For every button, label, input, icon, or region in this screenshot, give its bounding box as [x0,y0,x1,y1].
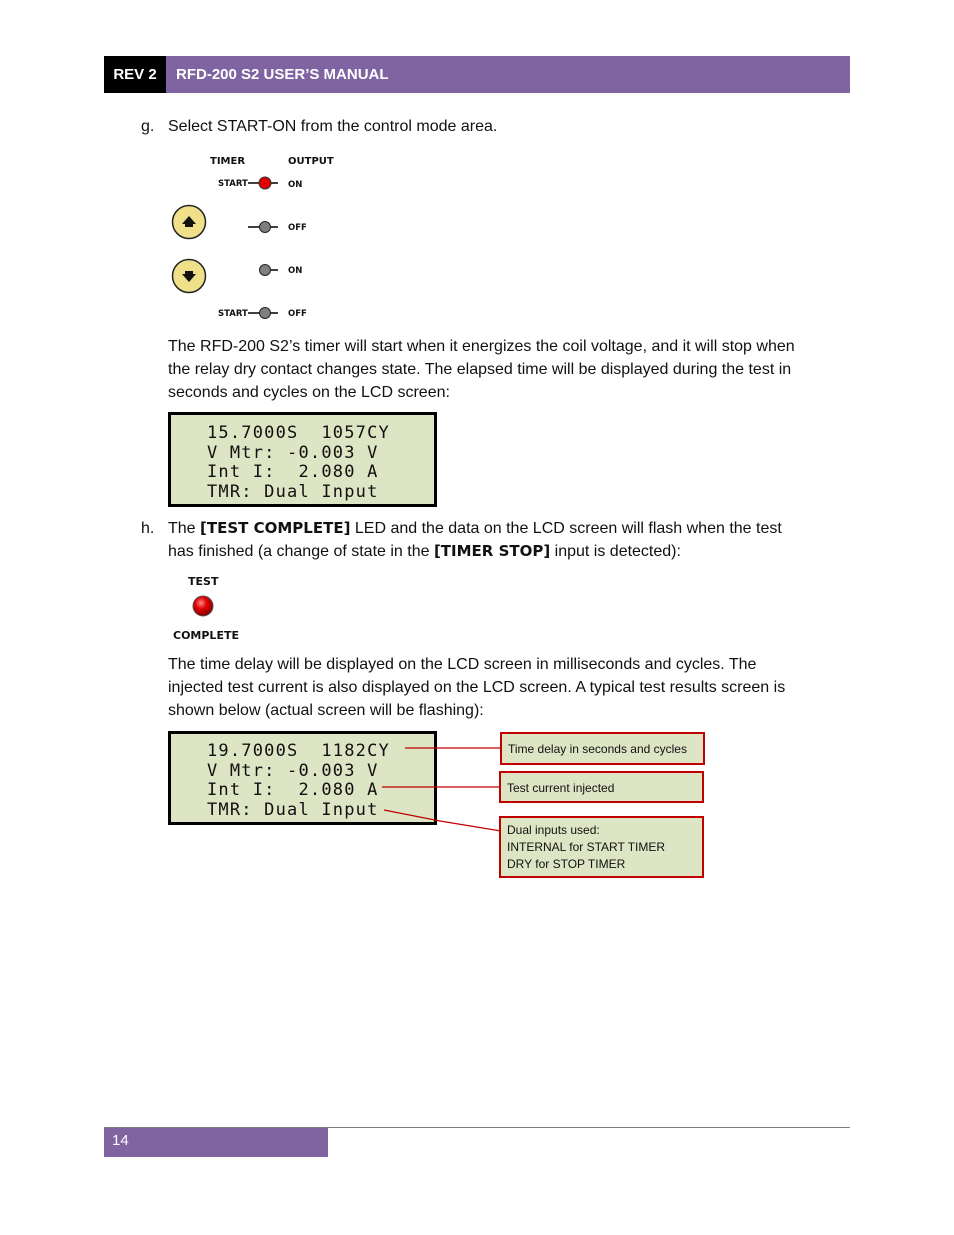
para1-line2: the relay dry contact changes state. The elapsed time will be displayed during the test in [168,361,792,378]
header-rev: REV 2 [104,56,166,93]
para1-line1: The RFD-200 S2’s timer will start when it energizes the coil voltage, and it will stop when [168,338,795,355]
row4-off-label: OFF [288,309,307,319]
para2-line2: injected test current is also displayed on the LCD screen. A typical test results screen is [168,679,786,696]
lcd2-line2: V Mtr: -0.003 V [207,760,379,781]
timer-label: TIMER [210,156,246,167]
para-time-delay [168,653,858,722]
lcd1-line4: TMR: Dual Input [207,481,379,502]
timer-stop-ref: [TIMER STOP] [433,542,551,560]
step-h-part1: The [168,520,201,537]
page-number: 14 [104,1128,328,1157]
step-h-letter: h. [141,520,155,537]
output-label: OUTPUT [288,156,334,167]
callout-dual-inputs [499,816,704,878]
callout-inputs-line1: Dual inputs used: [507,823,600,837]
step-h-part3: has finished (a change of state in the [168,543,434,560]
row3-on-label: ON [288,266,303,276]
test-led-top-label: TEST [188,575,219,588]
start-off-led[interactable] [260,308,271,319]
step-h-part4: input is detected): [550,543,681,560]
callout-time-delay: Time delay in seconds and cycles [500,732,705,765]
header-title: RFD-200 S2 USER’S MANUAL [166,56,850,93]
callout-inputs-line3: DRY for STOP TIMER [507,857,626,871]
test-complete-led-icon [191,594,215,618]
lcd2-line3: Int I: 2.080 A [207,780,379,800]
off-led-1[interactable] [260,222,271,233]
down-arrow-icon[interactable] [171,258,207,294]
test-complete-ref: [TEST COMPLETE] [200,519,351,537]
up-arrow-icon[interactable] [171,204,207,240]
test-led-bottom-label: COMPLETE [173,629,239,642]
start-on-led[interactable] [259,177,271,189]
callout-inputs-line2: INTERNAL for START TIMER [507,840,666,854]
para-timer-description [168,335,858,404]
lcd1-line2: V Mtr: -0.003 V [207,442,379,463]
callout-test-current: Test current injected [499,771,704,803]
step-g-text: Select START-ON from the control mode area. [168,118,498,135]
step-h-text [168,517,858,563]
para2-line1: The time delay will be displayed on the LCD screen in milliseconds and cycles. The [168,656,757,673]
para2-line3: shown below (actual screen will be flashing): [168,702,484,719]
step-g-letter: g. [141,118,155,135]
control-mode-panel [168,150,348,325]
lcd1-line1: 15.7000S 1057CY [207,423,390,443]
row1-on-label: ON [288,180,303,190]
row4-start-label: START [218,309,248,319]
para1-line3: seconds and cycles on the LCD screen: [168,384,450,401]
lcd1-line3: Int I: 2.080 A [207,462,379,482]
step-h-part2: LED and the data on the LCD screen will flash when the test [350,520,782,537]
row2-off-label: OFF [288,223,307,233]
callout-connectors [370,735,510,835]
row1-start-label: START [218,179,248,189]
lcd2-line1: 19.7000S 1182CY [207,741,390,761]
lcd-screen-running [168,412,437,507]
on-led-2[interactable] [260,265,271,276]
lcd2-line4: TMR: Dual Input [207,799,379,820]
